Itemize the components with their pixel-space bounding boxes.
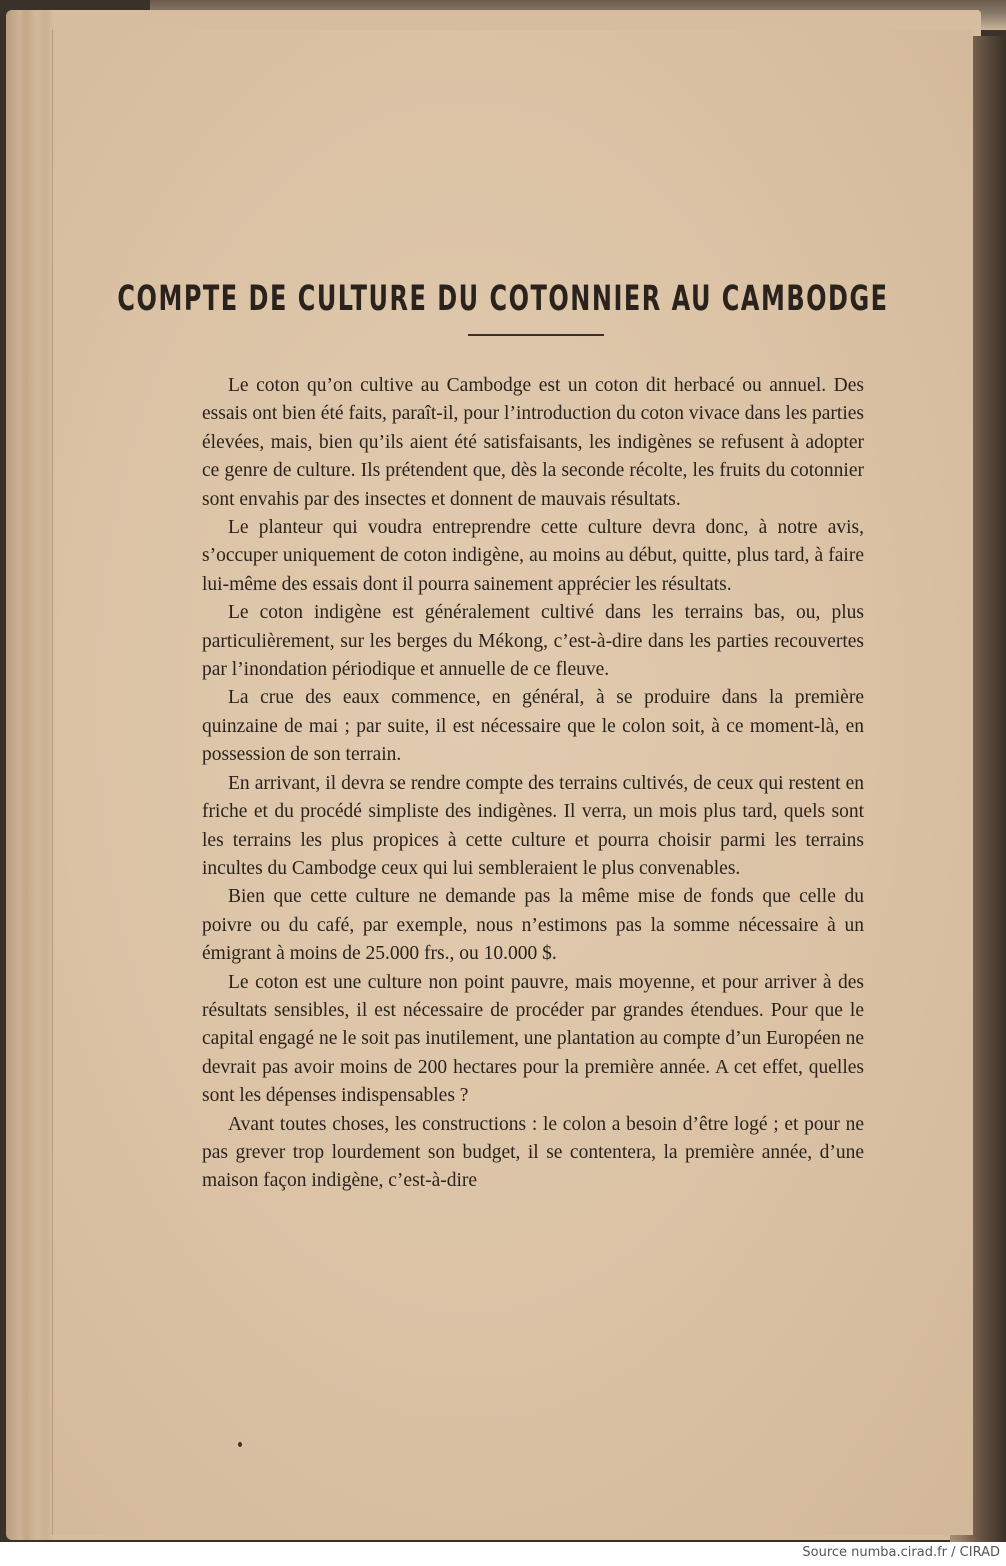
paragraph: Le coton indigène est généralement cultivé dans les terrains bas, ou, plus particulièrement, sur les berges du Mékong, c’est-à-dire dans les parties recouvertes par l’inondation périodique et annuelle de ce fleuve. <box>202 602 864 681</box>
paragraph: Le coton est une culture non point pauvre, mais moyenne, et pour arriver à des résultats sensibles, il est nécessaire de procéder par grandes étendues. Pour que le capital engagé ne le soit pas inutilement, une plantation au compte d’un Européen ne devrait pas avoir moins de 200 hectares pour la première année. A cet effet, quelles sont les dépenses indispensables ? <box>202 971 864 1107</box>
body-text <box>202 372 864 1196</box>
paragraph: Avant toutes choses, les constructions : le colon a besoin d’être logé ; et pour ne pas grever trop lourdement son budget, il se contentera, la première année, d’une maison façon indigène, c’est-à-dire <box>202 1113 864 1192</box>
ink-speck <box>238 1442 242 1447</box>
page-title: COMPTE DE CULTURE DU COTONNIER AU CAMBODGE <box>117 278 889 319</box>
paragraph: Le coton qu’on cultive au Cambodge est un coton dit herbacé ou annuel. Des essais ont bien été faits, paraît-il, pour l’introduction du coton vivace dans les parties élevées, mais, bien qu’ils aient été satisfaisants, les indigènes se refusent à adopter ce genre de culture. Ils prétendent que, dès la seconde récolte, les fruits du cotonnier sont envahis par des insectes et donnent de mauvais résultats. <box>202 375 864 510</box>
paragraph: En arrivant, il devra se rendre compte des terrains cultivés, de ceux qui restent en friche et du procédé simpliste des indigènes. Il verra, un mois plus tard, quels sont les terrains les plus propices à cette culture et pourra choisir parmi les terrains incultes du Cambodge ceux qui lui sembleraient le plus convenables. <box>202 772 864 879</box>
paragraph: La crue des eaux commence, en général, à se produire dans la première quinzaine de mai ; par suite, il est nécessaire que le colon soit, à ce moment-là, en possession de son terrain. <box>202 687 864 766</box>
paragraph: Le planteur qui voudra entreprendre cette culture devra donc, à notre avis, s’occuper uniquement de coton indigène, au moins au début, quitte, plus tard, à faire lui-même des essais dont il pourra sainement apprécier les résultats. <box>202 517 864 595</box>
source-credit: Source numba.cirad.fr / CIRAD <box>802 1545 1000 1560</box>
paragraph: Bien que cette culture ne demande pas la même mise de fonds que celle du poivre ou du café, par exemple, nous n’estimons pas la somme nécessaire à un émigrant à moins de 25.000 frs., ou 10.000 $. <box>202 886 864 965</box>
title-divider <box>468 334 604 336</box>
